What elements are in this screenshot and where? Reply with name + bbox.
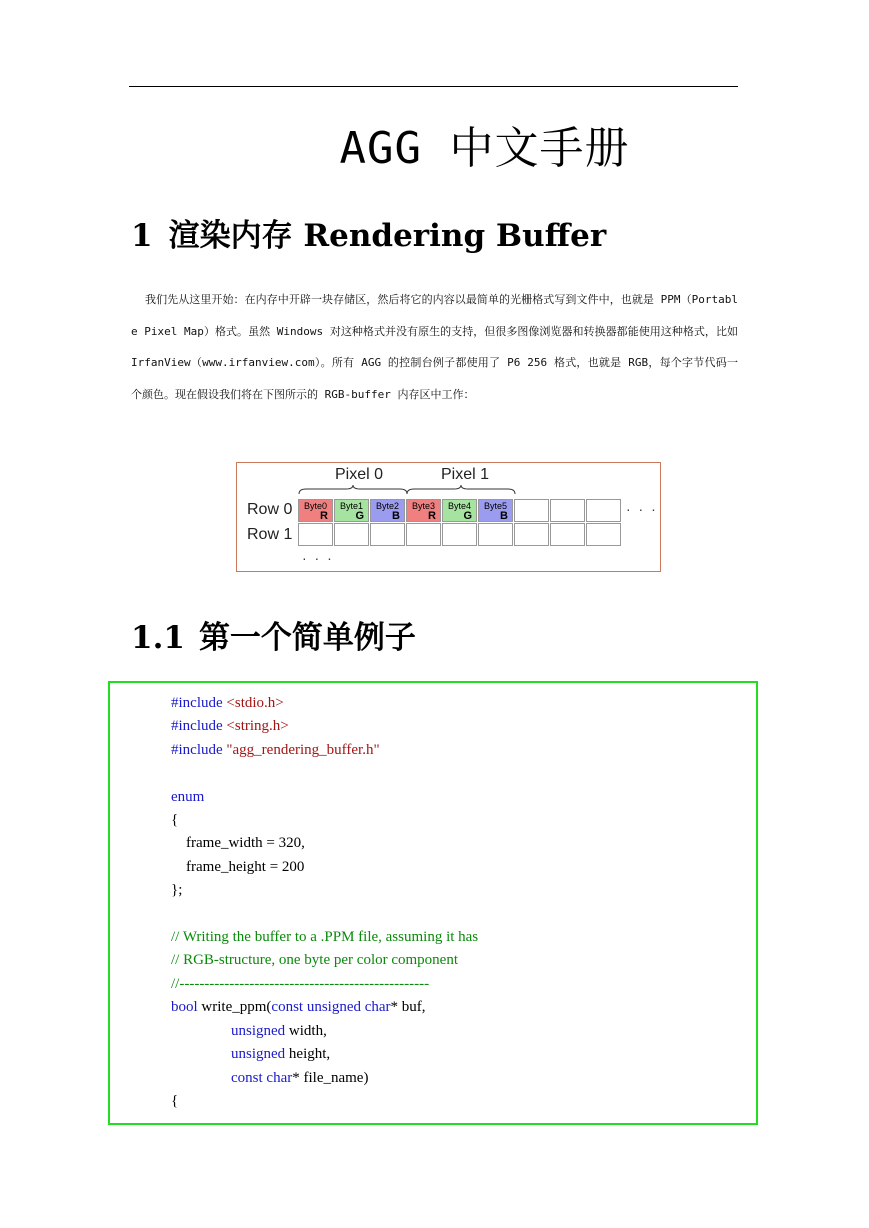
pixel1-label: Pixel 1 — [441, 466, 490, 483]
byte-label: Byte4 — [447, 501, 471, 511]
empty-cell — [514, 499, 549, 522]
byte-cell — [298, 499, 333, 522]
byte-cell — [370, 499, 405, 522]
channel-label: B — [500, 510, 508, 522]
byte-label: Byte0 — [303, 501, 327, 511]
code-line — [171, 903, 478, 926]
pixel1-brace — [406, 485, 516, 495]
empty-cell — [442, 523, 477, 546]
empty-cell — [370, 523, 405, 546]
pixel0-brace — [298, 485, 408, 495]
empty-cell — [586, 523, 621, 546]
intro-paragraph: 我们先从这里开始：在内存中开辟一块存储区，然后将它的内容以最简单的光栅格式写到文件中，也就是 PPM（Portable Pixel Map）格式。虽然 Windows 对这种格式并没有原生的支持，但很多图像浏览器和转换器都能使用这种格式，比如 IrfanView（www.irfanview.com）。所有 AGG 的控制台例子都使用了 P6 256 格式，也就是 RGB，每个字节代码一个颜色。现在假设我们将在下图所示的 RGB-buffer 内存区中工作： — [131, 293, 738, 401]
section-heading — [131, 210, 606, 255]
byte-label: Byte1 — [339, 501, 363, 511]
channel-label: G — [355, 510, 364, 522]
section-title: 渲染内存 Rendering Buffer — [168, 218, 607, 254]
byte-cell — [334, 499, 369, 522]
empty-cell — [514, 523, 549, 546]
pixel0-label: Pixel 0 — [335, 466, 384, 483]
code-line — [171, 762, 478, 785]
code-line: #include "agg_rendering_buffer.h" — [171, 741, 380, 758]
row0-label: Row 0 — [247, 501, 293, 518]
code-line: { — [171, 1092, 179, 1109]
header-rule — [129, 86, 738, 87]
byte-cell — [442, 499, 477, 522]
empty-cell — [298, 523, 333, 546]
byte-cell — [406, 499, 441, 522]
empty-cell — [406, 523, 441, 546]
code-listing — [171, 692, 478, 1113]
code-line: #include <stdio.h> — [171, 695, 284, 711]
empty-cell — [334, 523, 369, 546]
channel-label: G — [463, 510, 472, 522]
empty-cell — [550, 523, 585, 546]
code-line: const char* file_name) — [231, 1069, 369, 1086]
code-line: //-------------------------------------------------- — [171, 975, 430, 992]
channel-label: R — [320, 510, 328, 522]
channel-label: B — [392, 510, 400, 522]
code-line: // RGB-structure, one byte per color component — [171, 952, 459, 969]
byte-cell — [478, 499, 513, 522]
empty-cell — [550, 499, 585, 522]
byte-label: Byte5 — [483, 501, 507, 511]
code-line: // Writing the buffer to a .PPM file, assuming it has — [171, 929, 479, 946]
code-line: #include <string.h> — [171, 718, 289, 735]
subsection-heading — [131, 612, 416, 657]
code-line: unsigned width, — [231, 1022, 327, 1039]
byte-label: Byte3 — [411, 501, 435, 511]
subsection-number: 1.1 — [131, 620, 185, 656]
code-line: frame_height = 200 — [186, 858, 305, 875]
empty-cell — [478, 523, 513, 546]
code-line: }; — [171, 882, 183, 899]
page-title: AGG 中文手册 — [339, 123, 630, 174]
empty-cell — [586, 499, 621, 522]
row-ellipsis: · · · — [626, 501, 658, 517]
code-line: enum — [171, 788, 205, 805]
column-ellipsis: · · · — [302, 550, 334, 566]
code-line: { — [171, 812, 179, 829]
byte-label: Byte2 — [375, 501, 399, 511]
code-line: unsigned height, — [231, 1046, 331, 1063]
section-number: 1 — [131, 218, 153, 254]
subsection-title: 第一个简单例子 — [198, 620, 416, 656]
row1-label: Row 1 — [247, 526, 293, 543]
code-line: frame_width = 320, — [186, 835, 305, 852]
code-line: bool write_ppm(const unsigned char* buf, — [171, 999, 426, 1016]
channel-label: R — [428, 510, 436, 522]
